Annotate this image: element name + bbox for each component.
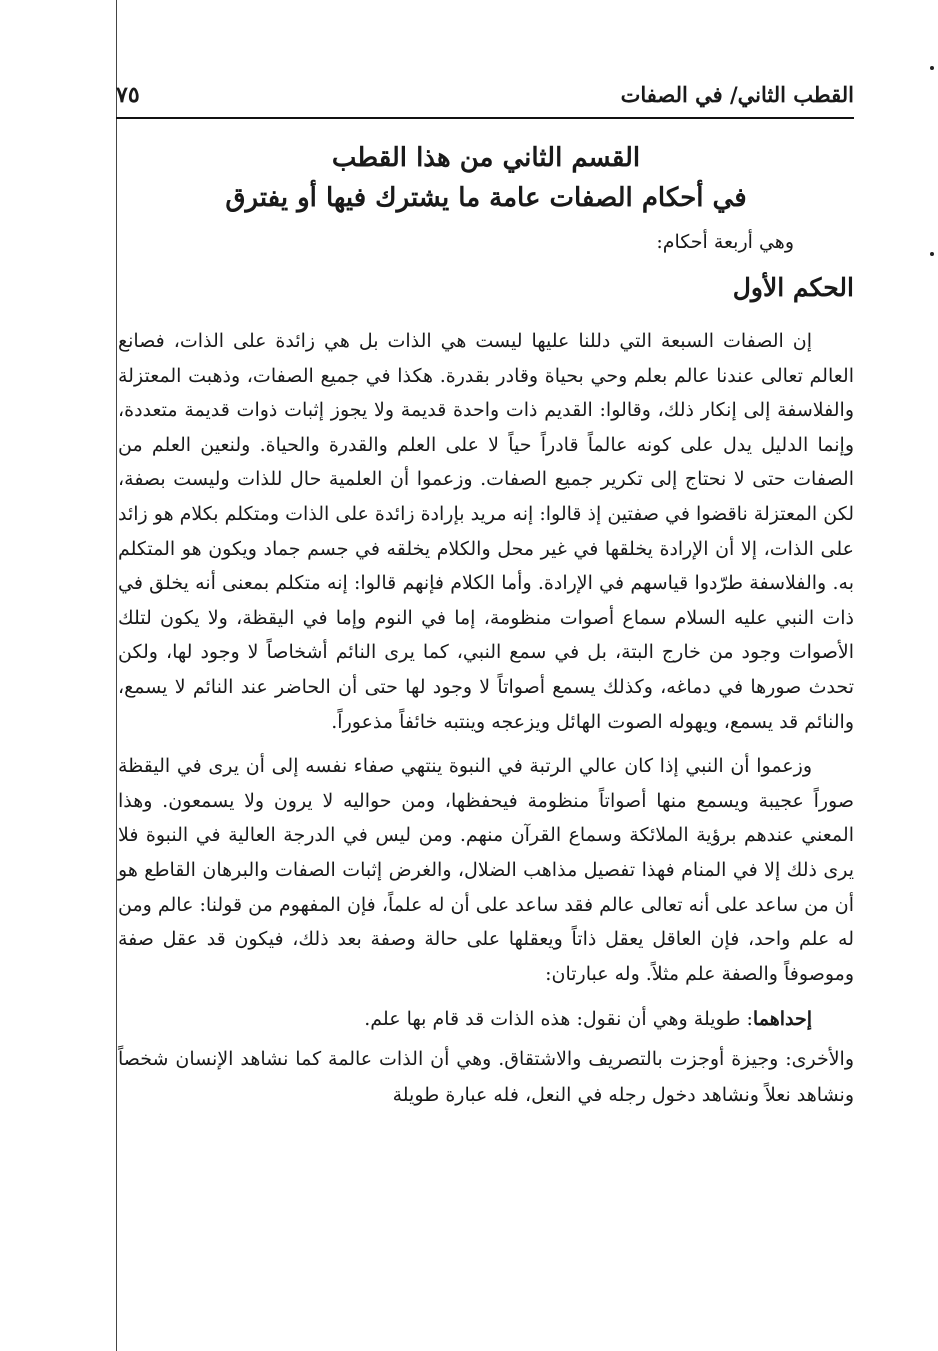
body-paragraph: وزعموا أن النبي إذا كان عالي الرتبة في النبوة ينتهي صفاء نفسه إلى أن يرى في اليقظة صوراً عجيبة ويسمع منها أصواتاً منظومة فيحفظها، ومن حواليه لا يرون ولا يسمعون. وهذا المعني عندهم برؤية الملائكة وسماع القرآن منهم. ومن ليس في الدرجة العالية في النبوة فلا يرى ذلك إلا في المنام فهذا تفصيل مذاهب الضلال، والغرض إثبات الصفات والبرهان القاطع هو أن من ساعد على أنه تعالى عالم فقد ساعد على أن له علماً، فإن المفهوم من قولنا: عالم ومن له علم واحد، فإن العاقل يعقل ذاتاً ويعقلها على حالة وصفة بعد ذلك، فيكون قد عقل صفة وموصوفاً والصفة علم مثلاً. وله عبارتان: [118,755,854,985]
scan-speck [930,252,934,256]
ruling-heading: الحكم الأول [732,273,854,302]
page-body [118,130,854,1113]
section-title [118,138,854,218]
first-expression-text: : طويلة وهي أن نقول: هذه الذات قد قام بها علم. [364,1008,753,1031]
second-expression-text: : وجيزة أوجزت بالتصريف والاشتقاق. وهي أن الذات عالمة كما نشاهد الإنسان شخصاً ونشاهد نعلاً ونشاهد دخول رجله في النعل، فله عبارة طويلة [118,1048,854,1107]
second-expression [118,1041,854,1113]
page-number: ٧٥ [116,82,140,108]
first-expression [118,1001,854,1037]
second-expression-label: والأخرى [791,1048,854,1071]
page-gutter-line [116,0,117,1351]
running-title: القطب الثاني/ في الصفات [620,82,854,107]
first-expression-label: إحداهما [752,1008,812,1031]
section-title-line-2: في أحكام الصفات عامة ما يشترك فيها أو يفترق [225,183,747,213]
header-rule [116,117,854,119]
page-header [116,80,854,116]
body-paragraph: إن الصفات السبعة التي دللنا عليها ليست هي الذات بل هي زائدة على الذات، فصانع العالم تعالى عندنا عالم بعلم وحي بحياة وقادر بقدرة. هكذا في جميع الصفات، وذهبت المعتزلة والفلاسفة إلى إنكار ذلك، وقالوا: القديم ذات واحدة قديمة ولا يجوز إثبات ذوات قديمة متعددة، وإنما الدليل يدل على كونه عالماً قادراً حياً لا على العلم والقدرة والحياة. ولنعين العلم من الصفات حتى لا نحتاج إلى تكرير جميع الصفات. وزعموا أن العلمية حال للذات وليست بصفة، لكن المعتزلة ناقضوا في صفتين إذ قالوا: إنه مريد بإرادة زائدة على الذات ومتكلم بكلام هو زائد على الذات، إلا أن الإرادة يخلقها في غير محل والكلام يخلقه في جسم جماد ويكون هو المتكلم به. والفلاسفة طرّدوا قياسهم في الإرادة. وأما الكلام فإنهم قالوا: إنه متكلم بمعنى أنه يخلق في ذات النبي عليه السلام سماع أصوات منظومة، إما في النوم وإما في اليقظة، ولا يكون لتلك الأصوات وجود من خارج البتة، بل في سمع النبي، كما يرى النائم أشخاصاً لا وجود لها، ولكن تحدث صورها في دماغه، وكذلك يسمع أصواتاً لا وجود لها حتى أن الحاضر عند النائم لا يسمع، والنائم قد يسمع، ويهوله الصوت الهائل ويزعجه وينتبه خائفاً مذعوراً. [118,330,854,733]
intro-text: وهي أربعة أحكام: [656,231,794,253]
scan-speck [930,66,934,70]
section-title-line-1: القسم الثاني من هذا القطب [331,143,641,173]
